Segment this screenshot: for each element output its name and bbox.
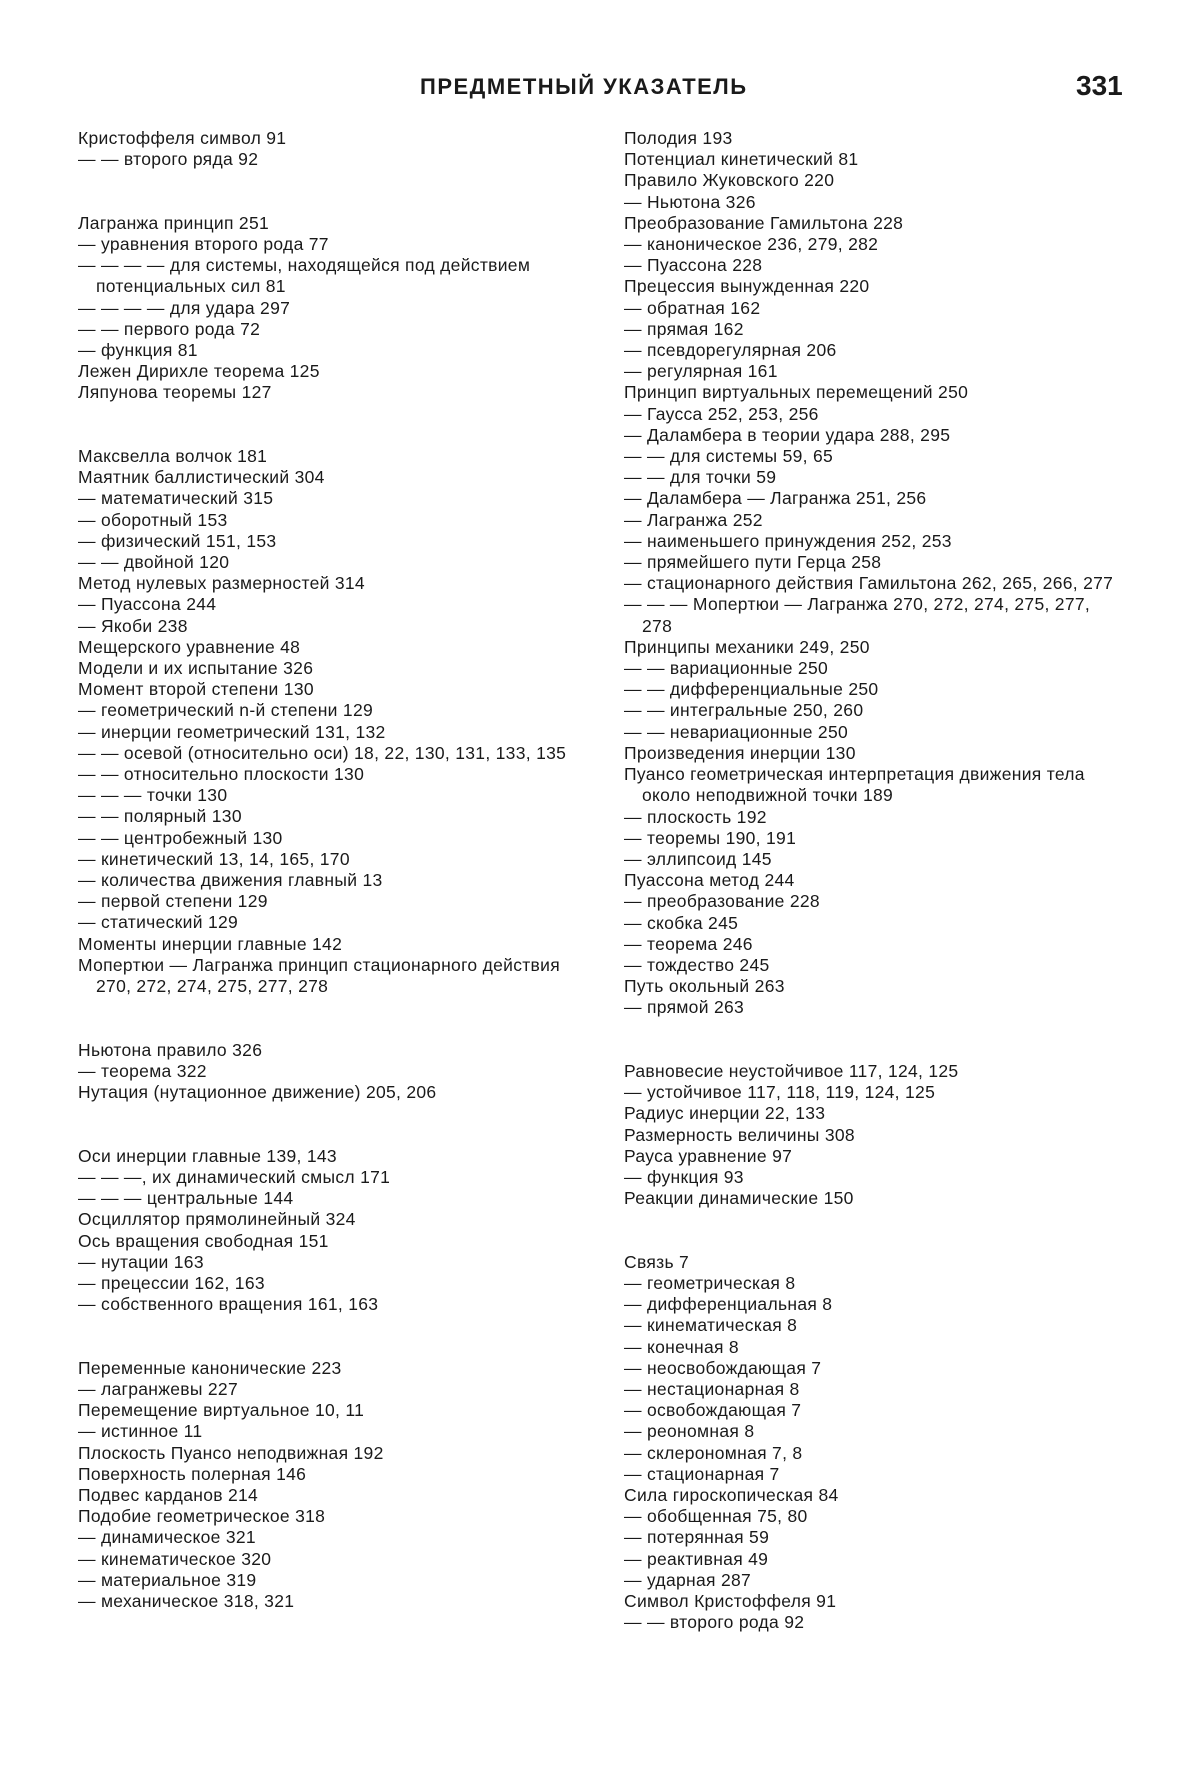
index-entry: Моменты инерции главные 142: [78, 934, 580, 955]
index-entry: Потенциал кинетический 81: [624, 149, 1124, 170]
index-entry: — геометрический n-й степени 129: [78, 700, 580, 721]
index-entry: — кинематическое 320: [78, 1549, 580, 1570]
index-entry: Осциллятор прямолинейный 324: [78, 1209, 580, 1230]
index-entry: — — дифференциальные 250: [624, 679, 1124, 700]
index-entry: — — для системы 59, 65: [624, 446, 1124, 467]
index-entry: Лежен Дирихле теорема 125: [78, 361, 580, 382]
index-entry: — наименьшего принуждения 252, 253: [624, 531, 1124, 552]
index-entry: Связь 7: [624, 1252, 1124, 1273]
index-entry: — инерции геометрический 131, 132: [78, 722, 580, 743]
index-entry: — — невариационные 250: [624, 722, 1124, 743]
index-entry: Реакции динамические 150: [624, 1188, 1124, 1209]
index-entry: Мопертюи — Лагранжа принцип стационарного действия 270, 272, 274, 275, 277, 278: [78, 955, 580, 997]
index-entry: — — полярный 130: [78, 806, 580, 827]
index-entry: — Ньютона 326: [624, 192, 1124, 213]
page-number: 331: [1076, 70, 1123, 102]
index-column-right: [624, 128, 1124, 1633]
index-entry: — количества движения главный 13: [78, 870, 580, 891]
index-entry: — теорема 322: [78, 1061, 580, 1082]
index-entry: — преобразование 228: [624, 891, 1124, 912]
index-entry: — кинетический 13, 14, 165, 170: [78, 849, 580, 870]
index-entry: — математический 315: [78, 488, 580, 509]
index-entry: — стационарная 7: [624, 1464, 1124, 1485]
index-entry: Путь окольный 263: [624, 976, 1124, 997]
index-entry: — лагранжевы 227: [78, 1379, 580, 1400]
index-entry: Преобразование Гамильтона 228: [624, 213, 1124, 234]
index-entry: Плоскость Пуансо неподвижная 192: [78, 1443, 580, 1464]
index-entry: Размерность величины 308: [624, 1125, 1124, 1146]
index-entry: — каноническое 236, 279, 282: [624, 234, 1124, 255]
index-entry: — прямая 162: [624, 319, 1124, 340]
index-entry: — освобождающая 7: [624, 1400, 1124, 1421]
index-entry: — собственного вращения 161, 163: [78, 1294, 580, 1315]
index-column-left: [78, 128, 580, 1612]
index-entry: — — второго ряда 92: [78, 149, 580, 170]
index-entry: Принципы механики 249, 250: [624, 637, 1124, 658]
index-entry: — функция 93: [624, 1167, 1124, 1188]
index-entry: — эллипсоид 145: [624, 849, 1124, 870]
index-entry: — уравнения второго рода 77: [78, 234, 580, 255]
index-entry: Ось вращения свободная 151: [78, 1231, 580, 1252]
index-entry: Маятник баллистический 304: [78, 467, 580, 488]
index-entry: — нутации 163: [78, 1252, 580, 1273]
index-entry: Модели и их испытание 326: [78, 658, 580, 679]
index-entry: — Даламбера — Лагранжа 251, 256: [624, 488, 1124, 509]
index-entry: Прецессия вынужденная 220: [624, 276, 1124, 297]
index-entry: — динамическое 321: [78, 1527, 580, 1548]
index-entry: — — — точки 130: [78, 785, 580, 806]
index-entry: — Якоби 238: [78, 616, 580, 637]
index-entry: Рауса уравнение 97: [624, 1146, 1124, 1167]
index-entry: — геометрическая 8: [624, 1273, 1124, 1294]
index-entry: — нестационарная 8: [624, 1379, 1124, 1400]
index-entry: — потерянная 59: [624, 1527, 1124, 1548]
index-entry: — — —, их динамический смысл 171: [78, 1167, 580, 1188]
index-entry: Принцип виртуальных перемещений 250: [624, 382, 1124, 403]
index-entry: Метод нулевых размерностей 314: [78, 573, 580, 594]
index-entry: — дифференциальная 8: [624, 1294, 1124, 1315]
index-entry: — тождество 245: [624, 955, 1124, 976]
index-entry: — статический 129: [78, 912, 580, 933]
index-entry: — псевдорегулярная 206: [624, 340, 1124, 361]
index-entry: — — — — для удара 297: [78, 298, 580, 319]
index-entry: — обобщенная 75, 80: [624, 1506, 1124, 1527]
index-entry: Поверхность полерная 146: [78, 1464, 580, 1485]
index-entry: Кристоффеля символ 91: [78, 128, 580, 149]
index-entry: — физический 151, 153: [78, 531, 580, 552]
index-entry: — — — центральные 144: [78, 1188, 580, 1209]
index-entry: Ньютона правило 326: [78, 1040, 580, 1061]
index-entry: — склерономная 7, 8: [624, 1443, 1124, 1464]
index-entry: Нутация (нутационное движение) 205, 206: [78, 1082, 580, 1103]
index-entry: Максвелла волчок 181: [78, 446, 580, 467]
index-entry: — теорема 246: [624, 934, 1124, 955]
index-entry: Подобие геометрическое 318: [78, 1506, 580, 1527]
index-entry: Лагранжа принцип 251: [78, 213, 580, 234]
index-entry: Символ Кристоффеля 91: [624, 1591, 1124, 1612]
index-entry: Перемещение виртуальное 10, 11: [78, 1400, 580, 1421]
index-entry: — — для точки 59: [624, 467, 1124, 488]
index-entry: — истинное 11: [78, 1421, 580, 1442]
index-entry: Равновесие неустойчивое 117, 124, 125: [624, 1061, 1124, 1082]
index-entry: — — относительно плоскости 130: [78, 764, 580, 785]
index-entry: Правило Жуковского 220: [624, 170, 1124, 191]
index-entry: — конечная 8: [624, 1337, 1124, 1358]
index-entry: — плоскость 192: [624, 807, 1124, 828]
index-entry: — реактивная 49: [624, 1549, 1124, 1570]
index-entry: — — — — для системы, находящейся под действием потенциальных сил 81: [78, 255, 580, 297]
running-title: ПРЕДМЕТНЫЙ УКАЗАТЕЛЬ: [420, 74, 748, 100]
index-entry: — материальное 319: [78, 1570, 580, 1591]
index-entry: Сила гироскопическая 84: [624, 1485, 1124, 1506]
index-entry: Произведения инерции 130: [624, 743, 1124, 764]
index-entry: — — — Мопертюи — Лагранжа 270, 272, 274, 275, 277, 278: [624, 594, 1124, 636]
index-entry: — — интегральные 250, 260: [624, 700, 1124, 721]
index-entry: — устойчивое 117, 118, 119, 124, 125: [624, 1082, 1124, 1103]
index-entry: — — осевой (относительно оси) 18, 22, 130, 131, 133, 135: [78, 743, 580, 764]
index-entry: — стационарного действия Гамильтона 262, 265, 266, 277: [624, 573, 1124, 594]
index-entry: — теоремы 190, 191: [624, 828, 1124, 849]
index-entry: Пуассона метод 244: [624, 870, 1124, 891]
index-entry: — — вариационные 250: [624, 658, 1124, 679]
index-entry: — обратная 162: [624, 298, 1124, 319]
index-entry: — — второго рода 92: [624, 1612, 1124, 1633]
index-entry: Подвес карданов 214: [78, 1485, 580, 1506]
index-entry: Ляпунова теоремы 127: [78, 382, 580, 403]
index-entry: — — первого рода 72: [78, 319, 580, 340]
index-entry: — Гаусса 252, 253, 256: [624, 404, 1124, 425]
index-entry: — механическое 318, 321: [78, 1591, 580, 1612]
index-entry: — Пуассона 228: [624, 255, 1124, 276]
index-entry: — Пуассона 244: [78, 594, 580, 615]
index-entry: — прецессии 162, 163: [78, 1273, 580, 1294]
index-entry: Мещерского уравнение 48: [78, 637, 580, 658]
index-entry: Момент второй степени 130: [78, 679, 580, 700]
index-entry: Полодия 193: [624, 128, 1124, 149]
index-entry: — неосвобождающая 7: [624, 1358, 1124, 1379]
index-entry: — кинематическая 8: [624, 1315, 1124, 1336]
index-entry: — — двойной 120: [78, 552, 580, 573]
index-entry: — оборотный 153: [78, 510, 580, 531]
index-entry: — Даламбера в теории удара 288, 295: [624, 425, 1124, 446]
index-entry: — — центробежный 130: [78, 828, 580, 849]
index-entry: Радиус инерции 22, 133: [624, 1103, 1124, 1124]
index-entry: — регулярная 161: [624, 361, 1124, 382]
index-entry: Пуансо геометрическая интерпретация движения тела около неподвижной точки 189: [624, 764, 1124, 806]
index-entry: — Лагранжа 252: [624, 510, 1124, 531]
index-entry: — прямой 263: [624, 997, 1124, 1018]
index-entry: — первой степени 129: [78, 891, 580, 912]
index-entry: — реономная 8: [624, 1421, 1124, 1442]
page-header: [0, 70, 1200, 110]
index-entry: — ударная 287: [624, 1570, 1124, 1591]
index-entry: — функция 81: [78, 340, 580, 361]
index-entry: Оси инерции главные 139, 143: [78, 1146, 580, 1167]
index-entry: — прямейшего пути Герца 258: [624, 552, 1124, 573]
index-entry: Переменные канонические 223: [78, 1358, 580, 1379]
index-entry: — скобка 245: [624, 913, 1124, 934]
